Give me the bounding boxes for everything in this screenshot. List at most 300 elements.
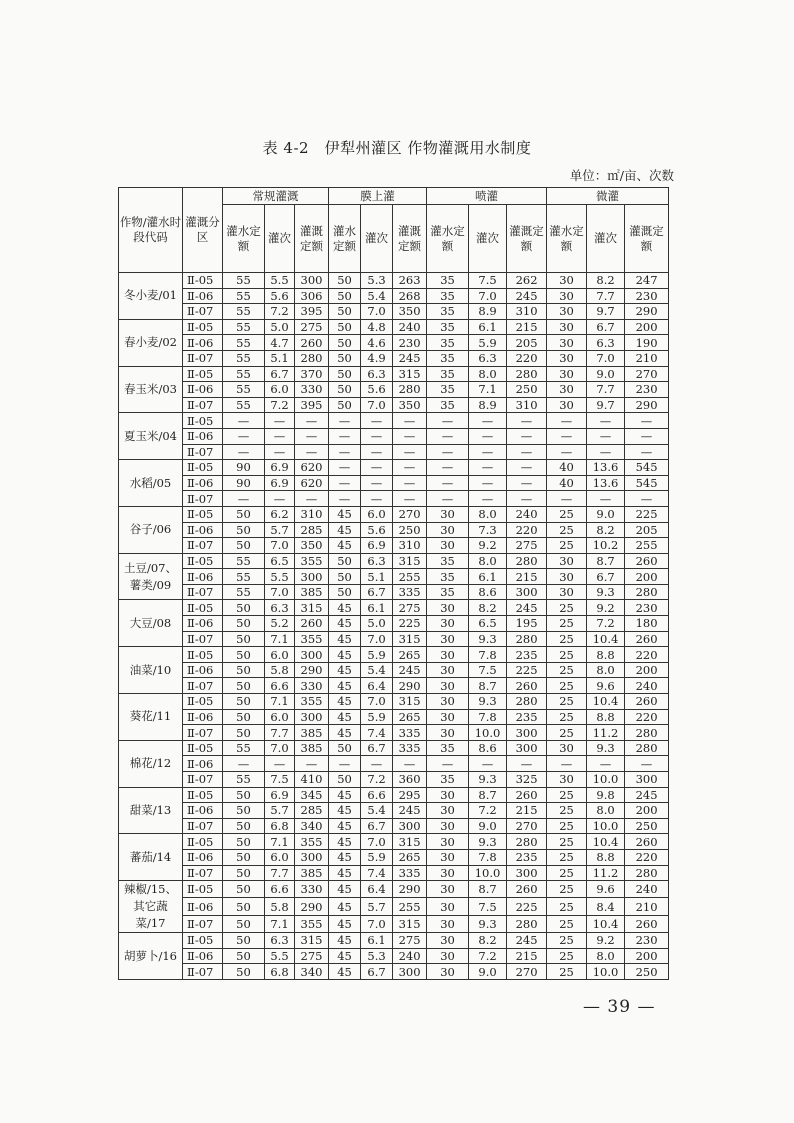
value-cell: —: [469, 413, 507, 429]
value-cell: 7.0: [361, 397, 393, 413]
zone-cell: Ⅱ-05: [183, 366, 223, 382]
value-cell: 225: [625, 506, 669, 522]
value-cell: 280: [625, 725, 669, 741]
zone-cell: Ⅱ-05: [183, 740, 223, 756]
value-cell: 275: [393, 933, 427, 949]
value-cell: 5.5: [265, 569, 295, 585]
value-cell: 35: [427, 553, 469, 569]
value-cell: 315: [393, 915, 427, 932]
value-cell: 50: [329, 319, 361, 335]
value-cell: —: [587, 756, 625, 772]
zone-cell: Ⅱ-06: [183, 803, 223, 819]
value-cell: 545: [625, 460, 669, 476]
value-cell: 45: [329, 915, 361, 932]
table-row: [119, 694, 669, 710]
value-cell: 5.2: [265, 616, 295, 632]
value-cell: 210: [625, 898, 669, 915]
value-cell: 280: [507, 553, 547, 569]
value-cell: 270: [507, 964, 547, 980]
value-cell: 6.9: [265, 787, 295, 803]
value-cell: 25: [547, 538, 587, 554]
header-sub-quota: 灌水定额: [223, 205, 265, 273]
value-cell: 50: [223, 803, 265, 819]
value-cell: 220: [507, 522, 547, 538]
value-cell: 30: [547, 584, 587, 600]
table-row: [119, 366, 669, 382]
value-cell: 9.2: [469, 538, 507, 554]
value-cell: 280: [507, 631, 547, 647]
value-cell: 620: [295, 475, 329, 491]
header-sub-total: 灌溉定额: [507, 205, 547, 273]
value-cell: 180: [625, 616, 669, 632]
value-cell: 235: [507, 709, 547, 725]
value-cell: 235: [507, 849, 547, 865]
value-cell: 7.1: [265, 915, 295, 932]
value-cell: 280: [507, 834, 547, 850]
crop-name: 春小麦/02: [119, 319, 183, 366]
value-cell: 50: [223, 948, 265, 964]
zone-cell: Ⅱ-07: [183, 678, 223, 694]
table-row: [119, 600, 669, 616]
value-cell: 5.5: [265, 273, 295, 289]
value-cell: 6.9: [265, 460, 295, 476]
value-cell: 25: [547, 647, 587, 663]
value-cell: —: [547, 428, 587, 444]
value-cell: 50: [223, 834, 265, 850]
value-cell: 6.6: [265, 678, 295, 694]
value-cell: 215: [507, 569, 547, 585]
value-cell: 245: [393, 350, 427, 366]
value-cell: 30: [547, 740, 587, 756]
zone-cell: Ⅱ-06: [183, 522, 223, 538]
zone-cell: Ⅱ-06: [183, 288, 223, 304]
table-row: [119, 787, 669, 803]
header-sub-total: 灌溉定额: [295, 205, 329, 273]
value-cell: 315: [295, 933, 329, 949]
value-cell: 260: [507, 881, 547, 898]
table-row: [119, 428, 669, 444]
value-cell: 6.6: [265, 881, 295, 898]
value-cell: —: [469, 491, 507, 507]
value-cell: 9.0: [587, 506, 625, 522]
value-cell: 260: [295, 616, 329, 632]
table-row: [119, 397, 669, 413]
value-cell: 30: [427, 933, 469, 949]
value-cell: 215: [507, 803, 547, 819]
zone-cell: Ⅱ-06: [183, 475, 223, 491]
value-cell: 9.6: [587, 881, 625, 898]
value-cell: 30: [427, 915, 469, 932]
value-cell: 10.4: [587, 694, 625, 710]
zone-cell: Ⅱ-07: [183, 538, 223, 554]
value-cell: 50: [329, 584, 361, 600]
zone-cell: Ⅱ-06: [183, 662, 223, 678]
value-cell: 9.3: [469, 772, 507, 788]
value-cell: 35: [427, 740, 469, 756]
crop-name: 葵花/11: [119, 694, 183, 741]
value-cell: 30: [427, 522, 469, 538]
value-cell: 245: [507, 288, 547, 304]
value-cell: 270: [625, 366, 669, 382]
value-cell: 30: [427, 662, 469, 678]
value-cell: 7.2: [469, 803, 507, 819]
value-cell: 50: [329, 304, 361, 320]
value-cell: 25: [547, 631, 587, 647]
value-cell: —: [625, 491, 669, 507]
value-cell: 280: [625, 865, 669, 881]
value-cell: —: [427, 460, 469, 476]
crop-name: 水稻/05: [119, 460, 183, 507]
value-cell: 45: [329, 725, 361, 741]
value-cell: 50: [223, 787, 265, 803]
table-row: [119, 948, 669, 964]
value-cell: 50: [223, 915, 265, 932]
value-cell: 245: [625, 787, 669, 803]
value-cell: 395: [295, 304, 329, 320]
value-cell: 220: [625, 647, 669, 663]
value-cell: 275: [393, 600, 427, 616]
value-cell: —: [329, 413, 361, 429]
value-cell: 8.2: [469, 600, 507, 616]
value-cell: 7.8: [469, 647, 507, 663]
table-row: [119, 522, 669, 538]
value-cell: 35: [427, 288, 469, 304]
value-cell: 30: [427, 849, 469, 865]
value-cell: —: [361, 756, 393, 772]
value-cell: 260: [625, 631, 669, 647]
value-cell: —: [427, 491, 469, 507]
value-cell: —: [295, 413, 329, 429]
value-cell: 300: [295, 709, 329, 725]
table-row: [119, 915, 669, 932]
table-row: [119, 647, 669, 663]
crop-name: 春玉米/03: [119, 366, 183, 413]
value-cell: 9.8: [587, 787, 625, 803]
value-cell: 4.7: [265, 335, 295, 351]
value-cell: 55: [223, 288, 265, 304]
value-cell: 230: [625, 600, 669, 616]
value-cell: 10.4: [587, 631, 625, 647]
value-cell: 8.0: [587, 948, 625, 964]
value-cell: 7.5: [469, 662, 507, 678]
value-cell: 310: [393, 538, 427, 554]
value-cell: 30: [547, 569, 587, 585]
table-row: [119, 803, 669, 819]
value-cell: 620: [295, 460, 329, 476]
header-sub-total: 灌溉定额: [393, 205, 427, 273]
value-cell: 300: [295, 569, 329, 585]
value-cell: 45: [329, 631, 361, 647]
value-cell: 30: [427, 616, 469, 632]
value-cell: —: [547, 444, 587, 460]
table-title: 表 4-2 伊犁州灌区 作物灌溉用水制度: [262, 139, 532, 157]
value-cell: —: [507, 444, 547, 460]
value-cell: 230: [625, 288, 669, 304]
value-cell: 30: [427, 865, 469, 881]
value-cell: 45: [329, 803, 361, 819]
table-row: [119, 616, 669, 632]
value-cell: 10.0: [587, 818, 625, 834]
value-cell: 5.8: [265, 662, 295, 678]
value-cell: 355: [295, 631, 329, 647]
value-cell: —: [507, 413, 547, 429]
value-cell: 8.8: [587, 849, 625, 865]
value-cell: 268: [393, 288, 427, 304]
value-cell: 7.8: [469, 849, 507, 865]
value-cell: 6.3: [361, 366, 393, 382]
value-cell: 255: [393, 898, 427, 915]
value-cell: 5.3: [361, 273, 393, 289]
value-cell: 335: [393, 584, 427, 600]
value-cell: 200: [625, 948, 669, 964]
value-cell: 50: [223, 709, 265, 725]
value-cell: 9.3: [587, 584, 625, 600]
value-cell: 280: [625, 584, 669, 600]
table-row: [119, 335, 669, 351]
value-cell: 210: [625, 350, 669, 366]
value-cell: 7.7: [587, 288, 625, 304]
value-cell: 90: [223, 475, 265, 491]
value-cell: 11.2: [587, 865, 625, 881]
zone-cell: Ⅱ-06: [183, 382, 223, 398]
zone-cell: Ⅱ-07: [183, 631, 223, 647]
value-cell: 25: [547, 600, 587, 616]
value-cell: —: [223, 756, 265, 772]
value-cell: —: [361, 413, 393, 429]
table-row: [119, 865, 669, 881]
value-cell: 9.0: [587, 366, 625, 382]
zone-cell: Ⅱ-06: [183, 948, 223, 964]
value-cell: 30: [547, 319, 587, 335]
value-cell: 355: [295, 694, 329, 710]
value-cell: 8.7: [469, 881, 507, 898]
value-cell: 6.0: [361, 506, 393, 522]
value-cell: 265: [393, 709, 427, 725]
value-cell: 8.0: [587, 803, 625, 819]
table-row: [119, 506, 669, 522]
table-row: [119, 553, 669, 569]
zone-cell: Ⅱ-05: [183, 553, 223, 569]
value-cell: 250: [625, 964, 669, 980]
value-cell: 9.3: [469, 631, 507, 647]
value-cell: 8.7: [469, 678, 507, 694]
value-cell: 7.2: [587, 616, 625, 632]
value-cell: 240: [393, 319, 427, 335]
value-cell: 50: [223, 506, 265, 522]
value-cell: 7.5: [469, 898, 507, 915]
value-cell: 315: [295, 600, 329, 616]
zone-cell: Ⅱ-06: [183, 709, 223, 725]
zone-cell: Ⅱ-06: [183, 335, 223, 351]
value-cell: 8.8: [587, 647, 625, 663]
value-cell: 30: [427, 709, 469, 725]
zone-cell: Ⅱ-05: [183, 413, 223, 429]
value-cell: 6.1: [361, 933, 393, 949]
value-cell: 245: [507, 600, 547, 616]
value-cell: 9.3: [469, 915, 507, 932]
header-sub-times: 灌次: [361, 205, 393, 273]
value-cell: 9.3: [587, 740, 625, 756]
value-cell: 45: [329, 948, 361, 964]
value-cell: —: [329, 475, 361, 491]
value-cell: 240: [625, 678, 669, 694]
value-cell: 260: [625, 694, 669, 710]
value-cell: 5.6: [265, 288, 295, 304]
value-cell: 7.0: [361, 915, 393, 932]
value-cell: 55: [223, 397, 265, 413]
value-cell: 290: [295, 662, 329, 678]
value-cell: 5.6: [361, 382, 393, 398]
value-cell: —: [223, 428, 265, 444]
value-cell: 300: [295, 647, 329, 663]
value-cell: 45: [329, 787, 361, 803]
value-cell: 9.3: [469, 694, 507, 710]
value-cell: 30: [427, 964, 469, 980]
value-cell: 9.2: [587, 933, 625, 949]
value-cell: 45: [329, 616, 361, 632]
value-cell: 25: [547, 522, 587, 538]
value-cell: 255: [625, 538, 669, 554]
value-cell: 45: [329, 964, 361, 980]
value-cell: 7.0: [265, 740, 295, 756]
value-cell: 200: [625, 803, 669, 819]
value-cell: 9.3: [469, 834, 507, 850]
zone-cell: Ⅱ-05: [183, 881, 223, 898]
value-cell: 260: [295, 335, 329, 351]
table-row: [119, 834, 669, 850]
value-cell: —: [469, 475, 507, 491]
value-cell: 50: [329, 335, 361, 351]
value-cell: 6.3: [265, 933, 295, 949]
value-cell: 8.2: [469, 933, 507, 949]
value-cell: 6.3: [265, 600, 295, 616]
value-cell: 50: [223, 881, 265, 898]
value-cell: 270: [393, 506, 427, 522]
value-cell: —: [295, 491, 329, 507]
value-cell: 50: [329, 569, 361, 585]
value-cell: 25: [547, 898, 587, 915]
value-cell: —: [547, 491, 587, 507]
table-body: [119, 273, 669, 980]
value-cell: 300: [507, 865, 547, 881]
value-cell: 6.5: [469, 616, 507, 632]
value-cell: 10.0: [469, 865, 507, 881]
table-row: [119, 319, 669, 335]
value-cell: 6.7: [587, 569, 625, 585]
value-cell: 245: [393, 662, 427, 678]
table-row: [119, 933, 669, 949]
value-cell: 50: [223, 865, 265, 881]
value-cell: 50: [223, 678, 265, 694]
value-cell: 45: [329, 898, 361, 915]
zone-cell: Ⅱ-07: [183, 350, 223, 366]
value-cell: 45: [329, 933, 361, 949]
value-cell: 6.7: [361, 818, 393, 834]
value-cell: 310: [507, 304, 547, 320]
value-cell: 225: [393, 616, 427, 632]
value-cell: 50: [329, 772, 361, 788]
value-cell: 8.6: [469, 740, 507, 756]
value-cell: 50: [223, 964, 265, 980]
table-row: [119, 444, 669, 460]
value-cell: 30: [547, 335, 587, 351]
value-cell: 50: [329, 382, 361, 398]
value-cell: —: [265, 756, 295, 772]
value-cell: 6.4: [361, 678, 393, 694]
value-cell: 6.5: [265, 553, 295, 569]
value-cell: 6.9: [265, 475, 295, 491]
table-row: [119, 818, 669, 834]
value-cell: 8.4: [587, 898, 625, 915]
zone-cell: Ⅱ-05: [183, 460, 223, 476]
value-cell: 330: [295, 382, 329, 398]
value-cell: 7.4: [361, 725, 393, 741]
value-cell: —: [625, 428, 669, 444]
zone-cell: Ⅱ-06: [183, 898, 223, 915]
value-cell: 335: [393, 865, 427, 881]
value-cell: 315: [393, 631, 427, 647]
value-cell: 290: [393, 881, 427, 898]
value-cell: 11.2: [587, 725, 625, 741]
value-cell: 260: [507, 787, 547, 803]
value-cell: 230: [393, 335, 427, 351]
header-sub-quota: 灌水定额: [329, 205, 361, 273]
header-zone: 灌溉分区: [183, 188, 223, 273]
value-cell: 8.8: [587, 709, 625, 725]
value-cell: 25: [547, 933, 587, 949]
value-cell: 295: [393, 787, 427, 803]
table-row: [119, 964, 669, 980]
zone-cell: Ⅱ-07: [183, 491, 223, 507]
table-row: [119, 662, 669, 678]
value-cell: —: [393, 491, 427, 507]
value-cell: 9.7: [587, 304, 625, 320]
value-cell: 265: [393, 849, 427, 865]
value-cell: 5.7: [361, 898, 393, 915]
value-cell: —: [547, 413, 587, 429]
value-cell: 50: [223, 647, 265, 663]
value-cell: 30: [547, 397, 587, 413]
value-cell: 25: [547, 725, 587, 741]
value-cell: 8.2: [587, 273, 625, 289]
value-cell: 200: [625, 569, 669, 585]
value-cell: 35: [427, 350, 469, 366]
value-cell: 4.8: [361, 319, 393, 335]
value-cell: 250: [393, 522, 427, 538]
header-sub-times: 灌次: [587, 205, 625, 273]
value-cell: 263: [393, 273, 427, 289]
value-cell: 8.0: [587, 662, 625, 678]
zone-cell: Ⅱ-05: [183, 933, 223, 949]
crop-name: 蕃茄/14: [119, 834, 183, 881]
value-cell: 7.0: [361, 304, 393, 320]
value-cell: 230: [625, 382, 669, 398]
value-cell: 280: [507, 915, 547, 932]
value-cell: 300: [393, 818, 427, 834]
value-cell: 280: [295, 350, 329, 366]
value-cell: 385: [295, 740, 329, 756]
value-cell: 55: [223, 319, 265, 335]
zone-cell: Ⅱ-06: [183, 428, 223, 444]
value-cell: 7.0: [265, 538, 295, 554]
value-cell: 220: [507, 350, 547, 366]
value-cell: 50: [329, 273, 361, 289]
table-row: [119, 475, 669, 491]
table-row: [119, 725, 669, 741]
value-cell: 8.2: [587, 522, 625, 538]
value-cell: 45: [329, 647, 361, 663]
value-cell: 30: [427, 694, 469, 710]
